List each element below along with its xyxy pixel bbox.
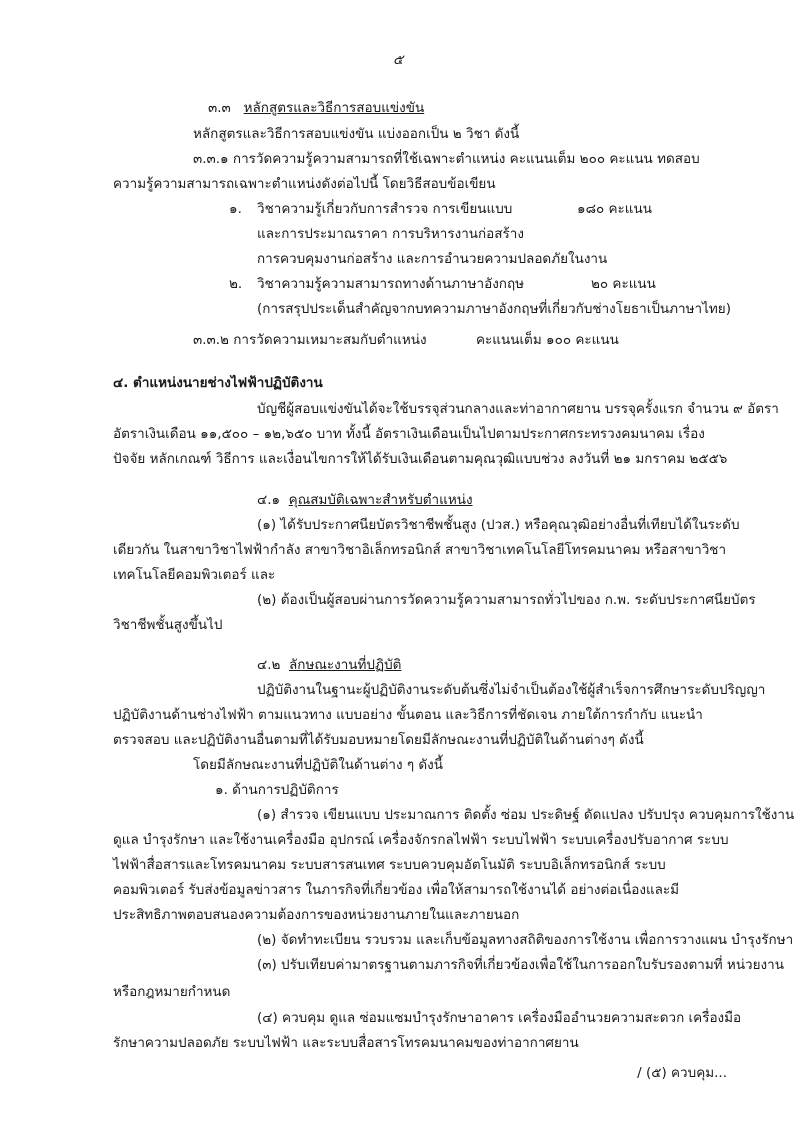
subject-2-score: ๒๐ คะแนน <box>591 276 656 292</box>
sub-4-2-para-line3: ตรวจสอบ และปฏิบัติงานอื่นตามที่ได้รับมอบหมายโดยมีลักษณะงานที่ปฏิบัติในด้านต่างๆ ดังนี้ <box>113 732 644 748</box>
subject-2-line2: (การสรุปประเด็นสำคัญจากบทความภาษาอังกฤษที่เกี่ยวกับช่างโยธาเป็นภาษาไทย) <box>257 301 731 317</box>
subject-1-line2: และการประมาณราคา การบริหารงานก่อสร้าง <box>257 226 524 242</box>
area-1-title: ๑. ด้านการปฏิบัติการ <box>215 782 339 798</box>
duty-3-line2: หรือกฎหมายกำหนด <box>113 984 231 1000</box>
section-3-3-intro: หลักสูตรและวิธีการสอบแข่งขัน แบ่งออกเป็น ๒ วิชา ดังนี้ <box>193 126 520 142</box>
subject-1-line1: วิชาความรู้เกี่ยวกับการสำรวจ การเขียนแบบ <box>257 201 513 217</box>
duty-1-line2: ดูแล บำรุงรักษา และใช้งานเครื่องมือ อุปกรณ์ เครื่องจักรกลไฟฟ้า ระบบไฟฟ้า ระบบเครื่องปรับอากาศ ระบบ <box>113 832 729 848</box>
sub-4-2-title: ลักษณะงานที่ปฏิบัติ <box>289 657 402 673</box>
subject-1-line3: การควบคุมงานก่อสร้าง และการอำนวยความปลอดภัยในงาน <box>257 251 608 267</box>
duty-2-line1: (๒) จัดทำทะเบียน รวบรวม และเก็บข้อมูลทางสถิติของการใช้งาน เพื่อการวางแผน บำรุงรักษา <box>257 932 794 948</box>
section-4-heading: ๔. ตำแหน่งนายช่างไฟฟ้าปฏิบัติงาน <box>113 375 323 391</box>
continuation-note: / (๕) ควบคุม... <box>637 1065 727 1081</box>
sub-4-1-title: คุณสมบัติเฉพาะสำหรับตำแหน่ง <box>288 492 473 508</box>
sub-3-3-2-score: คะแนนเต็ม ๑๐๐ คะแนน <box>476 332 619 348</box>
section-4-para-line1: บัญชีผู้สอบแข่งขันได้จะใช้บรรจุส่วนกลางและท่าอากาศยาน บรรจุครั้งแรก จำนวน ๙ อัตรา <box>257 401 779 417</box>
section-3-3-heading <box>208 98 424 118</box>
subject-1-number: ๑. <box>229 201 242 217</box>
qualification-1-line3: เทคโนโลยีคอมพิวเตอร์ และ <box>113 567 276 583</box>
section-title: หลักสูตรและวิธีการสอบแข่งขัน <box>243 100 425 116</box>
subject-2-number: ๒. <box>229 276 243 292</box>
duty-1-line3: ไฟฟ้าสื่อสารและโทรคมนาคม ระบบสารสนเทศ ระบบควบคุมอัตโนมัติ ระบบอิเล็กทรอนิกส์ ระบบ <box>113 857 666 873</box>
duty-1-line1: (๑) สำรวจ เขียนแบบ ประมาณการ ติดตั้ง ซ่อม ประดิษฐ์ ดัดแปลง ปรับปรุง ควบคุมการใช้งาน <box>257 807 795 823</box>
sub-4-1-heading <box>257 490 473 510</box>
qualification-2-line2: วิชาชีพชั้นสูงขึ้นไป <box>113 617 223 633</box>
duty-1-line4: คอมพิวเตอร์ รับส่งข้อมูลข่าวสาร ในภารกิจที่เกี่ยวข้อง เพื่อให้สามารถใช้งานได้ อย่างต่อเนื่องและมี <box>113 882 680 898</box>
qualification-1-line2: เดียวกัน ในสาขาวิชาไฟฟ้ากำลัง สาขาวิชาอิเล็กทรอนิกส์ สาขาวิชาเทคโนโลยีโทรคมนาคม หรือสาขาวิชา <box>113 542 727 558</box>
sub-4-2-number: ๔.๒ <box>257 657 281 673</box>
subject-2-line1: วิชาความรู้ความสามารถทางด้านภาษาอังกฤษ <box>257 276 525 292</box>
duty-4-line1: (๔) ควบคุม ดูแล ซ่อมแซมบำรุงรักษาอาคาร เครื่องมืออำนวยความสะดวก เครื่องมือ <box>257 1010 742 1026</box>
sub-4-1-number: ๔.๑ <box>257 492 281 508</box>
sub-4-2-intro2: โดยมีลักษณะงานที่ปฏิบัติในด้านต่าง ๆ ดังนี้ <box>193 757 443 773</box>
duty-1-line5: ประสิทธิภาพตอบสนองความต้องการของหน่วยงานภายในและภายนอก <box>113 907 520 923</box>
qualification-1-line1: (๑) ได้รับประกาศนียบัตรวิชาชีพชั้นสูง (ปวส.) หรือคุณวุฒิอย่างอื่นที่เทียบได้ในระดับ <box>257 517 740 533</box>
sub-4-2-heading <box>257 655 401 675</box>
sub-3-3-2-label: ๓.๓.๒ การวัดความเหมาะสมกับตำแหน่ง <box>193 332 427 348</box>
section-4-para-line2: อัตราเงินเดือน ๑๑,๕๐๐ – ๑๒,๖๕๐ บาท ทั้งนี้ อัตราเงินเดือนเป็นไปตามประกาศกระทรวงคมนาคม เรื่อง <box>113 426 705 442</box>
duty-4-line2: รักษาความปลอดภัย ระบบไฟฟ้า และระบบสื่อสารโทรคมนาคมของท่าอากาศยาน <box>113 1035 579 1051</box>
qualification-2-line1: (๒) ต้องเป็นผู้สอบผ่านการวัดความรู้ความสามารถทั่วไปของ ก.พ. ระดับประกาศนียบัตร <box>257 592 756 608</box>
section-number: ๓.๓ <box>208 100 231 116</box>
section-4-para-line3: ปัจจัย หลักเกณฑ์ วิธีการ และเงื่อนไขการให้ได้รับเงินเดือนตามคุณวุฒิแบบช่วง ลงวันที่ ๒๑ มกราคม ๒๕๕๖ <box>113 451 728 467</box>
sub-3-3-1-line2: ความรู้ความสามารถเฉพาะตำแหน่งดังต่อไปนี้ โดยวิธีสอบข้อเขียน <box>113 176 496 192</box>
duty-3-line1: (๓) ปรับเทียบค่ามาตรฐานตามภารกิจที่เกี่ยวข้องเพื่อใช้ในการออกใบรับรองตามที่ หน่วยงาน <box>257 957 784 973</box>
sub-4-2-para-line1: ปฏิบัติงานในฐานะผู้ปฏิบัติงานระดับต้นซึ่งไม่จำเป็นต้องใช้ผู้สำเร็จการศึกษาระดับปริญญา <box>257 682 766 698</box>
sub-4-2-para-line2: ปฏิบัติงานด้านช่างไฟฟ้า ตามแนวทาง แบบอย่าง ขั้นตอน และวิธีการที่ชัดเจน ภายใต้การกำกับ แนะนำ <box>113 707 703 723</box>
sub-3-3-1-line1: ๓.๓.๑ การวัดความรู้ความสามารถที่ใช้เฉพาะตำแหน่ง คะแนนเต็ม ๒๐๐ คะแนน ทดสอบ <box>193 151 700 167</box>
page-number: ๕ <box>393 52 404 68</box>
subject-1-score: ๑๘๐ คะแนน <box>577 201 652 217</box>
